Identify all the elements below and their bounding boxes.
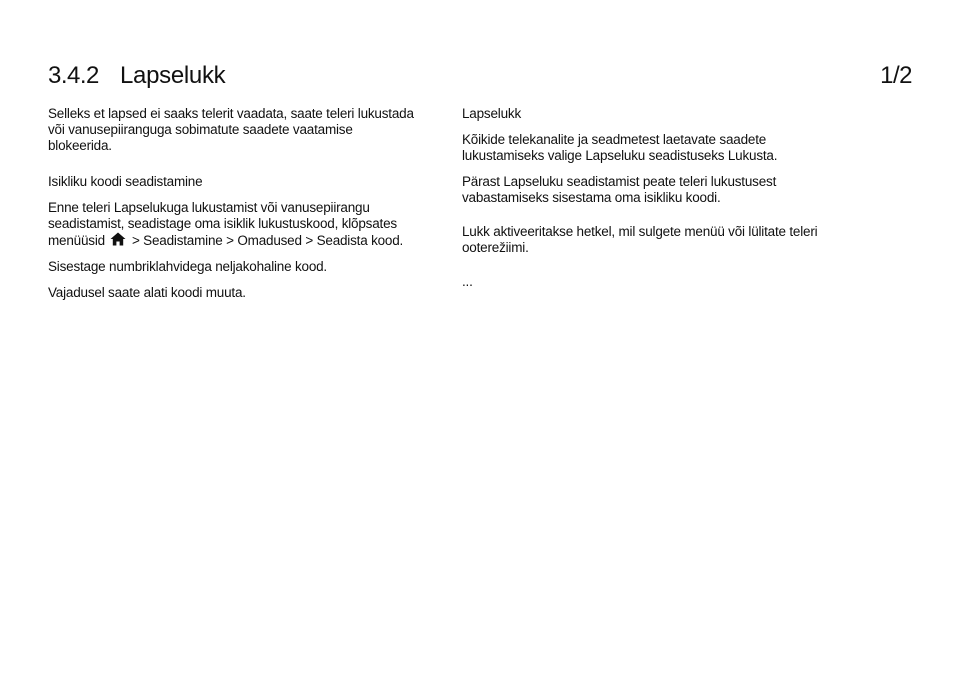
- setup-code-text-before: Enne teleri Lapselukuga lukustamist või vanusepiirangu seadistamist, seadistage oma isiklik lukustuskood, klõpsates menüüsid: [48, 200, 397, 248]
- page-title: Lapselukk: [120, 62, 226, 89]
- change-code-paragraph: Vajadusel saate alati koodi muuta.: [48, 285, 246, 300]
- activation-paragraph: Lukk aktiveeritakse hetkel, mil sulgete menüü või lülitate teleri ooterežiimi.: [462, 224, 818, 255]
- continuation-ellipsis: ...: [462, 274, 473, 289]
- lock-all-paragraph: Kõikide telekanalite ja seadmetest laetavate saadete lukustamiseks valige Lapseluku seadistuseks Lukusta.: [462, 132, 778, 163]
- page-indicator: 1/2: [880, 62, 912, 89]
- left-column: [48, 106, 416, 301]
- page-header: [48, 60, 912, 94]
- setup-code-text-after: > Seadistamine > Omadused > Seadista kood.: [131, 233, 404, 248]
- enter-code-paragraph: Sisestage numbriklahvidega neljakohaline kood.: [48, 259, 327, 274]
- child-lock-heading: Lapselukk: [462, 106, 521, 121]
- right-column: [462, 106, 842, 290]
- unlock-paragraph: Pärast Lapseluku seadistamist peate teleri lukustusest vabastamiseks sisestama oma isikliku koodi.: [462, 174, 777, 205]
- setup-code-paragraph: [48, 200, 416, 249]
- intro-paragraph: Selleks et lapsed ei saaks telerit vaadata, saate teleri lukustada või vanusepiiranguga sobimatute saadete vaatamise blokeerida.: [48, 106, 414, 153]
- subheading-personal-code: Isikliku koodi seadistamine: [48, 174, 203, 189]
- section-number: 3.4.2: [48, 62, 99, 89]
- home-icon: [110, 232, 126, 246]
